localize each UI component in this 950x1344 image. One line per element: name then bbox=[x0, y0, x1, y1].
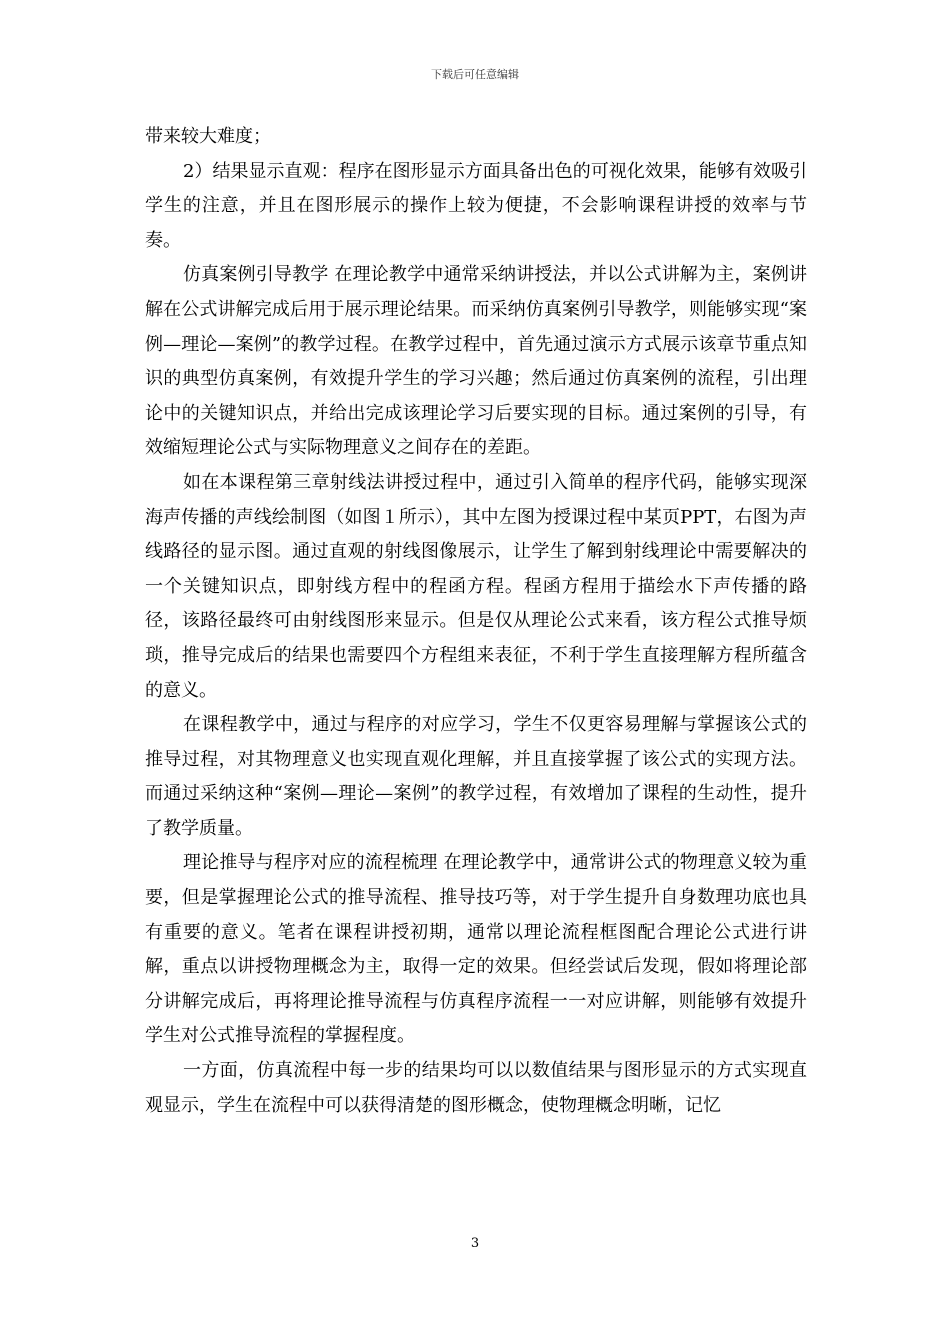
paragraph-continuation: 带来较大难度； bbox=[145, 126, 271, 147]
paragraph-course-teaching: 在课程教学中，通过与程序的对应学习，学生不仅更容易理解与掌握该公式的推导过程，对其物理意义也实现直观化理解，并且直接掌握了该公式的实现方法。而通过采纳这种“案例—理论—案例”的教学过程，有效增加了课程的生动性，提升了教学质量。 bbox=[145, 714, 807, 839]
paragraph-result-display: 2）结果显示直观：程序在图形显示方面具备出色的可视化效果，能够有效吸引学生的注意，并且在图形展示的操作上较为便捷，不会影响课程讲授的效率与节奏。 bbox=[145, 160, 807, 251]
page-number: 3 bbox=[470, 1236, 480, 1251]
paragraph-simulation-case-teaching: 仿真案例引导教学 在理论教学中通常采纳讲授法，并以公式讲解为主，案例讲解在公式讲解完成后用于展示理论结果。而采纳仿真案例引导教学，则能够实现“案例—理论—案例”的教学过程。在教学过程中，首先通过演示方式展示该章节重点知识的典型仿真案例，有效提升学生的学习兴趣；然后通过仿真案例的流程，引出理论中的关键知识点，并给出完成该理论学习后要实现的目标。通过案例的引导，有效缩短理论公式与实际物理意义之间存在的差距。 bbox=[145, 264, 807, 459]
document-body bbox=[145, 120, 807, 1123]
paragraph-ray-method-example: 如在本课程第三章射线法讲授过程中，通过引入简单的程序代码，能够实现深海声传播的声线绘制图（如图１所示），其中左图为授课过程中某页PPT，右图为声线路径的显示图。通过直观的射线图像展示，让学生了解到射线理论中需要解决的一个关键知识点，即射线方程中的程函方程。程函方程用于描绘水下声传播的路径，该路径最终可由射线图形来显示。但是仅从理论公式来看，该方程公式推导烦琐，推导完成后的结果也需要四个方程组来表征，不利于学生直接理解方程所蕴含的意义。 bbox=[145, 471, 807, 701]
paragraph-derivation-flow: 理论推导与程序对应的流程梳理 在理论教学中，通常讲公式的物理意义较为重要，但是掌握理论公式的推导流程、推导技巧等，对于学生提升自身数理功底也具有重要的意义。笔者在课程讲授初期，通常以理论流程框图配合理论公式进行讲解，重点以讲授物理概念为主，取得一定的效果。但经尝试后发现，假如将理论部分讲解完成后，再将理论推导流程与仿真程序流程一一对应讲解，则能够有效提升学生对公式推导流程的掌握程度。 bbox=[145, 852, 807, 1047]
page-header: 下载后可任意编辑 bbox=[431, 68, 519, 81]
paragraph-on-one-hand: 一方面，仿真流程中每一步的结果均可以以数值结果与图形显示的方式实现直观显示，学生在流程中可以获得清楚的图形概念，使物理概念明晰，记忆 bbox=[145, 1060, 807, 1116]
